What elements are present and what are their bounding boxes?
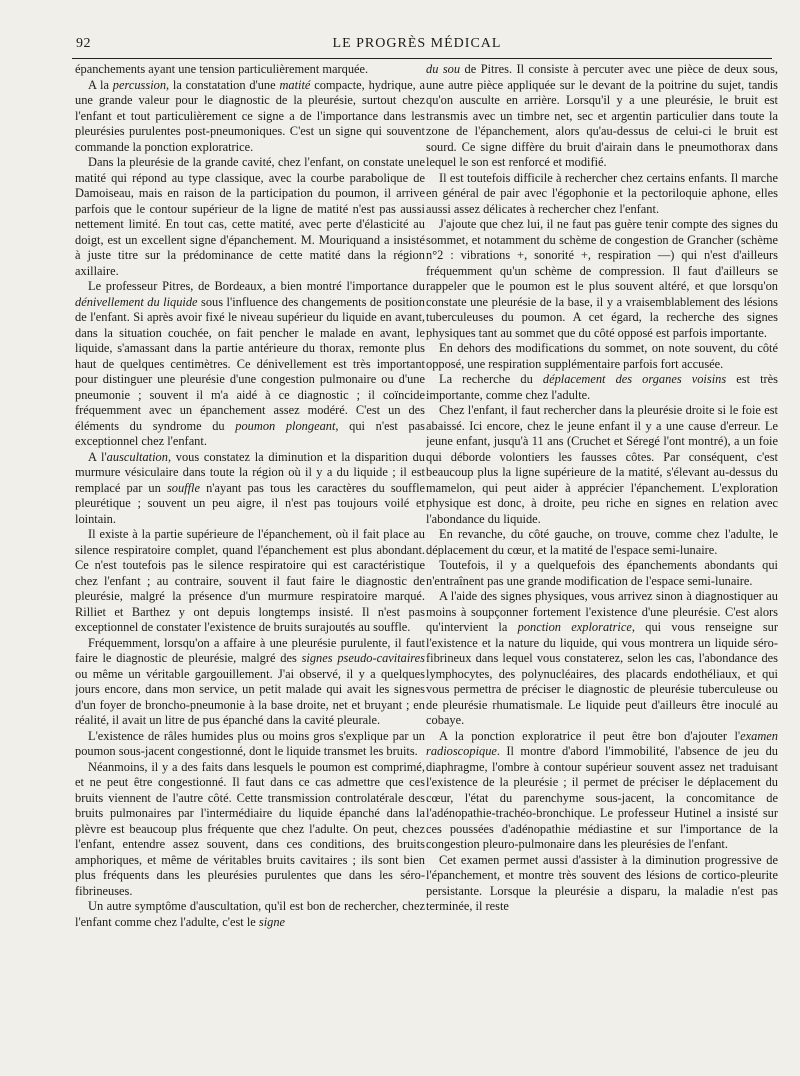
text-run: , la constatation d'une	[166, 77, 280, 92]
italic-term: signes pseudo-cavitaires	[301, 651, 425, 665]
italic-term: matité	[279, 77, 311, 92]
text-run: . Il montre d'abord l'immobilité, l'absence de jeu du diaphragme, l'ombre à contour supérieur souvent assez net traduisant l'existence de la pleurésie ; il permet de préciser le déplacement du cœur, l'état du parenchyme sous-jacent, la concomitance de l'adénopathie-trachéo-bronchique. Le professeur Hutinel a insisté sur ces poussées d'adénopathie médiastine et sur l'importance de la congestion pleuro-pulmonaire dans les pleurésies de l'enfant.	[426, 744, 778, 851]
paragraph	[75, 279, 425, 450]
text-run: épanchements ayant une tension particulièrement marquée.	[75, 62, 369, 76]
text-run: En dehors des modifications du sommet, on note souvent, du côté opposé, une respiration supplémentaire parfois fort accusée.	[426, 341, 778, 371]
paragraph	[426, 403, 778, 527]
paragraph	[75, 527, 425, 636]
text-run: La recherche du	[439, 372, 543, 386]
text-run: Cet examen permet aussi d'assister à la diminution progressive de l'épanchement, et montre très souvent des lésions de cortico-pleurite persistante. Lorsque la pleurésie a disparu, la maladie n'est pas terminée, il reste	[426, 852, 778, 913]
paragraph	[426, 217, 778, 341]
paragraph	[75, 155, 425, 279]
text-run: A la ponction exploratrice il peut être bon d'ajouter l'	[439, 728, 741, 743]
text-run: Toutefois, il y a quelquefois des épanchements abondants qui n'entraînent pas une grande modification de l'espace semi-lunaire.	[426, 558, 778, 588]
text-run: Néanmoins, il y a des faits dans lesquels le poumon est comprimé, et ne peut être congestionné. Il faut dans ce cas admettre que ces bruits viennent de l'autre côté. Cette transmission controlatérale des bruits pulmonaires par l'intermédiaire du liquide épanché dans la plèvre est beaucoup plus fréquente que chez l'adulte. On peut, chez l'enfant, entendre assez souvent, dans ces conditions, des bruits amphoriques, et même de véritables bruits cavitaires ; ils sont bien plus fréquents dans les pleurésies purulentes que dans les séro-fibrineuses.	[75, 759, 425, 898]
italic-term: souffle	[166, 480, 200, 495]
text-run: Un autre symptôme d'auscultation, qu'il est bon de rechercher, chez l'enfant comme chez l'adulte, c'est le	[75, 899, 425, 929]
paragraph	[75, 450, 425, 528]
paragraph	[426, 853, 778, 915]
text-run: de Pitres. Il consiste à percuter avec une pièce de deux sous, une autre pièce appliquée sur le devant de la poitrine du sujet, tandis qu'on ausculte en arrière. Lorsqu'il y a une pleurésie, le bruit est transmis avec un timbre net, sec et argentin particulier dans toute la zone de l'épanchement, alors qu'au-dessus de celui-ci le bruit est sourd. Ce signe diffère du bruit d'airain dans le pneumothorax dans lequel le son est renforcé et modifié.	[426, 62, 778, 169]
text-run: A l'aide des signes physiques, vous arrivez sinon à diagnostiquer au moins à soupçonner fortement l'existence d'une pleurésie. C'est alors qu'intervient la	[426, 589, 778, 634]
text-run: , vous constatez la diminution et la disparition du murmure vésiculaire dans toute la région où il y a du liquide ; il est remplacé par un	[75, 449, 425, 495]
right-column	[426, 62, 778, 1062]
text-run: compacte, hydrique, a une grande valeur pour le diagnostic de la pleurésie, surtout chez l'enfant et tout particulièrement ce signe a de l'importance dans les pleurésies purulentes post-pneumoniques. C'est un signe qui souvent commande la ponction exploratrice.	[75, 77, 425, 154]
italic-term: dénivellement du liquide	[75, 294, 198, 309]
text-run: Dans la pleurésie de la grande cavité, chez l'enfant, on constate une matité qui répond au type classique, avec la courbe parabolique de Damoiseau, mais en raison de la participation du poumon, il arrive parfois que le contour supérieur de la ligne de matité n'est pas aussi nettement limité. En tout cas, cette matité, avec perte d'élasticité au doigt, est un excellent signe d'épanchement. M. Mouriquand a insisté à juste titre sur la prédominance de cette matité dans la région axillaire.	[75, 155, 425, 278]
journal-title: LE PROGRÈS MÉDICAL	[332, 36, 502, 51]
text-run: Fréquemment, lorsqu'on a affaire à une pleurésie purulente, il faut faire le diagnostic de pleurésie, malgré des	[75, 635, 425, 665]
text-run: sous l'influence des changements de position de l'enfant. Si après avoir fixé le niveau supérieur du liquide en avant, dans la situation couchée, on fait pencher le malade en avant, le liquide, s'amassant dans la partie antérieure du thorax, remonte plus haut de quelques centimètres. Ce dénivellement est très important pour distinguer une pleurésie d'une congestion pulmonaire ou d'une pneumonie ; souvent il m'a aidé à ce diagnostic ; il coïncide fréquemment avec un épanchement assez modéré. C'est un des éléments du syndrome du	[75, 294, 425, 433]
running-header	[62, 36, 772, 56]
text-run: , qui n'est pas exceptionnel chez l'enfant.	[75, 418, 425, 448]
italic-term: examen radioscopique	[426, 728, 778, 758]
text-run: est très importante, comme chez l'adulte.	[426, 372, 778, 402]
paragraph	[426, 372, 778, 403]
text-run: A l'	[88, 449, 107, 464]
paragraph	[75, 78, 425, 156]
left-column	[75, 62, 425, 1062]
paragraph	[426, 589, 778, 729]
page-number: 92	[76, 36, 91, 51]
text-run: Le professeur Pitres, de Bordeaux, a bien montré l'importance du	[88, 279, 425, 293]
italic-term: signe	[258, 914, 286, 929]
paragraph	[426, 62, 778, 171]
text-run: L'existence de râles humides plus ou moins gros s'explique par un poumon sous-jacent congestionné, dont le liquide transmet les bruits.	[75, 728, 425, 758]
text-run: , qui vous renseigne sur l'existence et la nature du liquide, qui vous montrera un liquide séro-fibrineux dans lequel vous constaterez, selon les cas, l'abondance des lymphocytes, des polynucléaires, des placards endothéliaux, et qui vous permettra de préciser le diagnostic de pleurésie tuberculeuse ou de pleurésie rhumatismale. Le liquide peut d'ailleurs être inoculé au cobaye.	[426, 620, 778, 727]
text-run: Il existe à la partie supérieure de l'épanchement, où il fait place au silence respiratoire complet, quand l'épanchement est plus abondant. Ce n'est toutefois pas le silence respiratoire qui est caractéristique chez l'enfant ; au contraire, souvent il faut faire le diagnostic de pleurésie, malgré la présence d'un murmure respiratoire marqué. Rilliet et Barthez y ont depuis longtemps insisté. Il n'est pas exceptionnel de constater l'existence de bruits surajoutés au souffle.	[75, 527, 425, 634]
text-run: Il est toutefois difficile à rechercher chez certains enfants. Il marche en général de pair avec l'égophonie et la pectoriloquie aphone, elles aussi assez délicates à rechercher chez l'enfant.	[426, 170, 778, 216]
header-rule	[72, 58, 772, 59]
text-run: n'ayant pas tous les caractères du souffle pleurétique ; souvent un peu aigre, il n'est pas toujours voilé et lointain.	[75, 480, 425, 526]
paragraph	[426, 527, 778, 558]
paragraph	[426, 729, 778, 853]
text-run: A la	[88, 77, 113, 92]
text-run: J'ajoute que chez lui, il ne faut pas guère tenir compte des signes du sommet, et notamment du schème de congestion de Grancher (schème n°2 : vibrations +, sonorité +, respiration —) qui n'est d'ailleurs fréquemment qu'un schème de compression. Il faut d'ailleurs se rappeler que le poumon est le plus souvent altéré, et que lorsqu'on constate une pleurésie de la base, il y a vraisemblablement des lésions tuberculeuses du poumon. A cet égard, la recherche des signes physiques tant au sommet que du côté opposé est parfois importante.	[426, 217, 778, 340]
text-run: Chez l'enfant, il faut rechercher dans la pleurésie droite si le foie est abaissé. Ici encore, chez le jeune enfant il y a une cause d'erreur. Le jeune enfant, jusqu'à 11 ans (Cruchet et Séregé l'ont montré), a un foie qui déborde volontiers les fausses côtes. Par conséquent, c'est beaucoup plus la ligne supérieure de la matité, s'élevant au-dessus du mamelon, qui peut aider à apprécier l'épanchement. L'exploration physique est donc, à droite, peu riche en signes en relation avec l'abondance du liquide.	[426, 403, 778, 526]
paragraph	[75, 760, 425, 900]
italic-term: ponction exploratrice	[517, 620, 632, 634]
paragraph	[75, 899, 425, 930]
text-run: En revanche, du côté gauche, on trouve, comme chez l'adulte, le déplacement du cœur, et la matité de l'espace semi-lunaire.	[426, 527, 778, 557]
paragraph	[426, 341, 778, 372]
paragraph	[75, 729, 425, 760]
text-run: ou même un véritable gargouillement. J'ai observé, il y a quelques jours encore, dans mon service, un petit malade qui avait les signes d'un foyer de broncho-pneumonie à la base droite, net et bruyant ; en réalité, il avait un litre de pus épanché dans la cavité pleurale.	[75, 666, 425, 727]
italic-term: déplacement des organes voisins	[542, 372, 727, 386]
italic-term: poumon plongeant	[235, 418, 336, 433]
paragraph	[426, 558, 778, 589]
paragraph	[426, 171, 778, 218]
italic-term: du sou	[426, 62, 461, 76]
paragraph	[75, 636, 425, 729]
italic-term: percussion	[112, 77, 167, 92]
italic-term: auscultation	[106, 449, 168, 464]
paragraph	[75, 62, 425, 78]
